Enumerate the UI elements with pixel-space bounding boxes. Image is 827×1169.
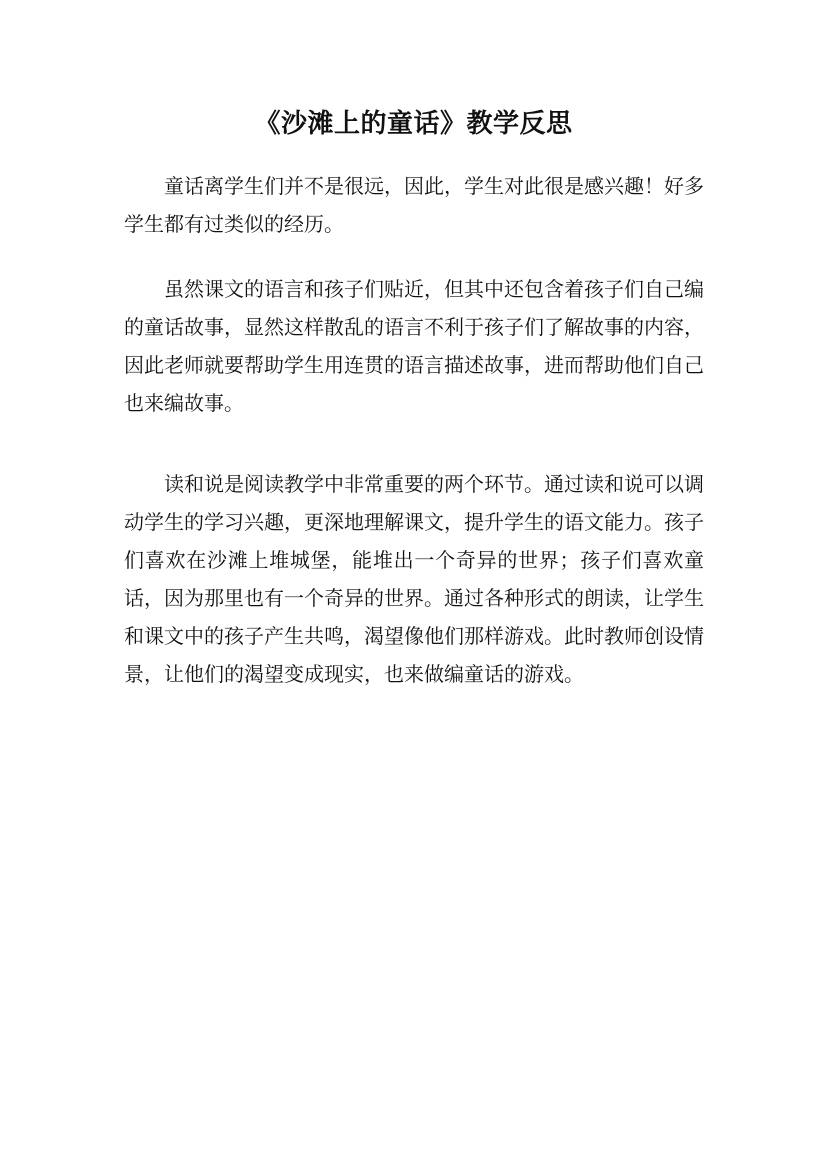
paragraph-1: 童话离学生们并不是很远，因此，学生对此很是感兴趣！好多学生都有过类似的经历。	[124, 174, 704, 236]
document-title: 《沙滩上的童话》教学反思	[254, 109, 573, 139]
paragraph-2: 虽然课文的语言和孩子们贴近，但其中还包含着孩子们自己编的童话故事，显然这样散乱的语言不利于孩子们了解故事的内容，因此老师就要帮助学生用连贯的语言描述故事，进而帮助他们自己也来编故事。	[124, 277, 704, 415]
paragraph-3: 读和说是阅读教学中非常重要的两个环节。通过读和说可以调动学生的学习兴趣，更深地理解课文，提升学生的语文能力。孩子们喜欢在沙滩上堆城堡，能堆出一个奇异的世界；孩子们喜欢童话，因为那里也有一个奇异的世界。通过各种形式的朗读，让学生和课文中的孩子产生共鸣，渴望像他们那样游戏。此时教师创设情景，让他们的渴望变成现实，也来做编童话的游戏。	[124, 472, 704, 686]
